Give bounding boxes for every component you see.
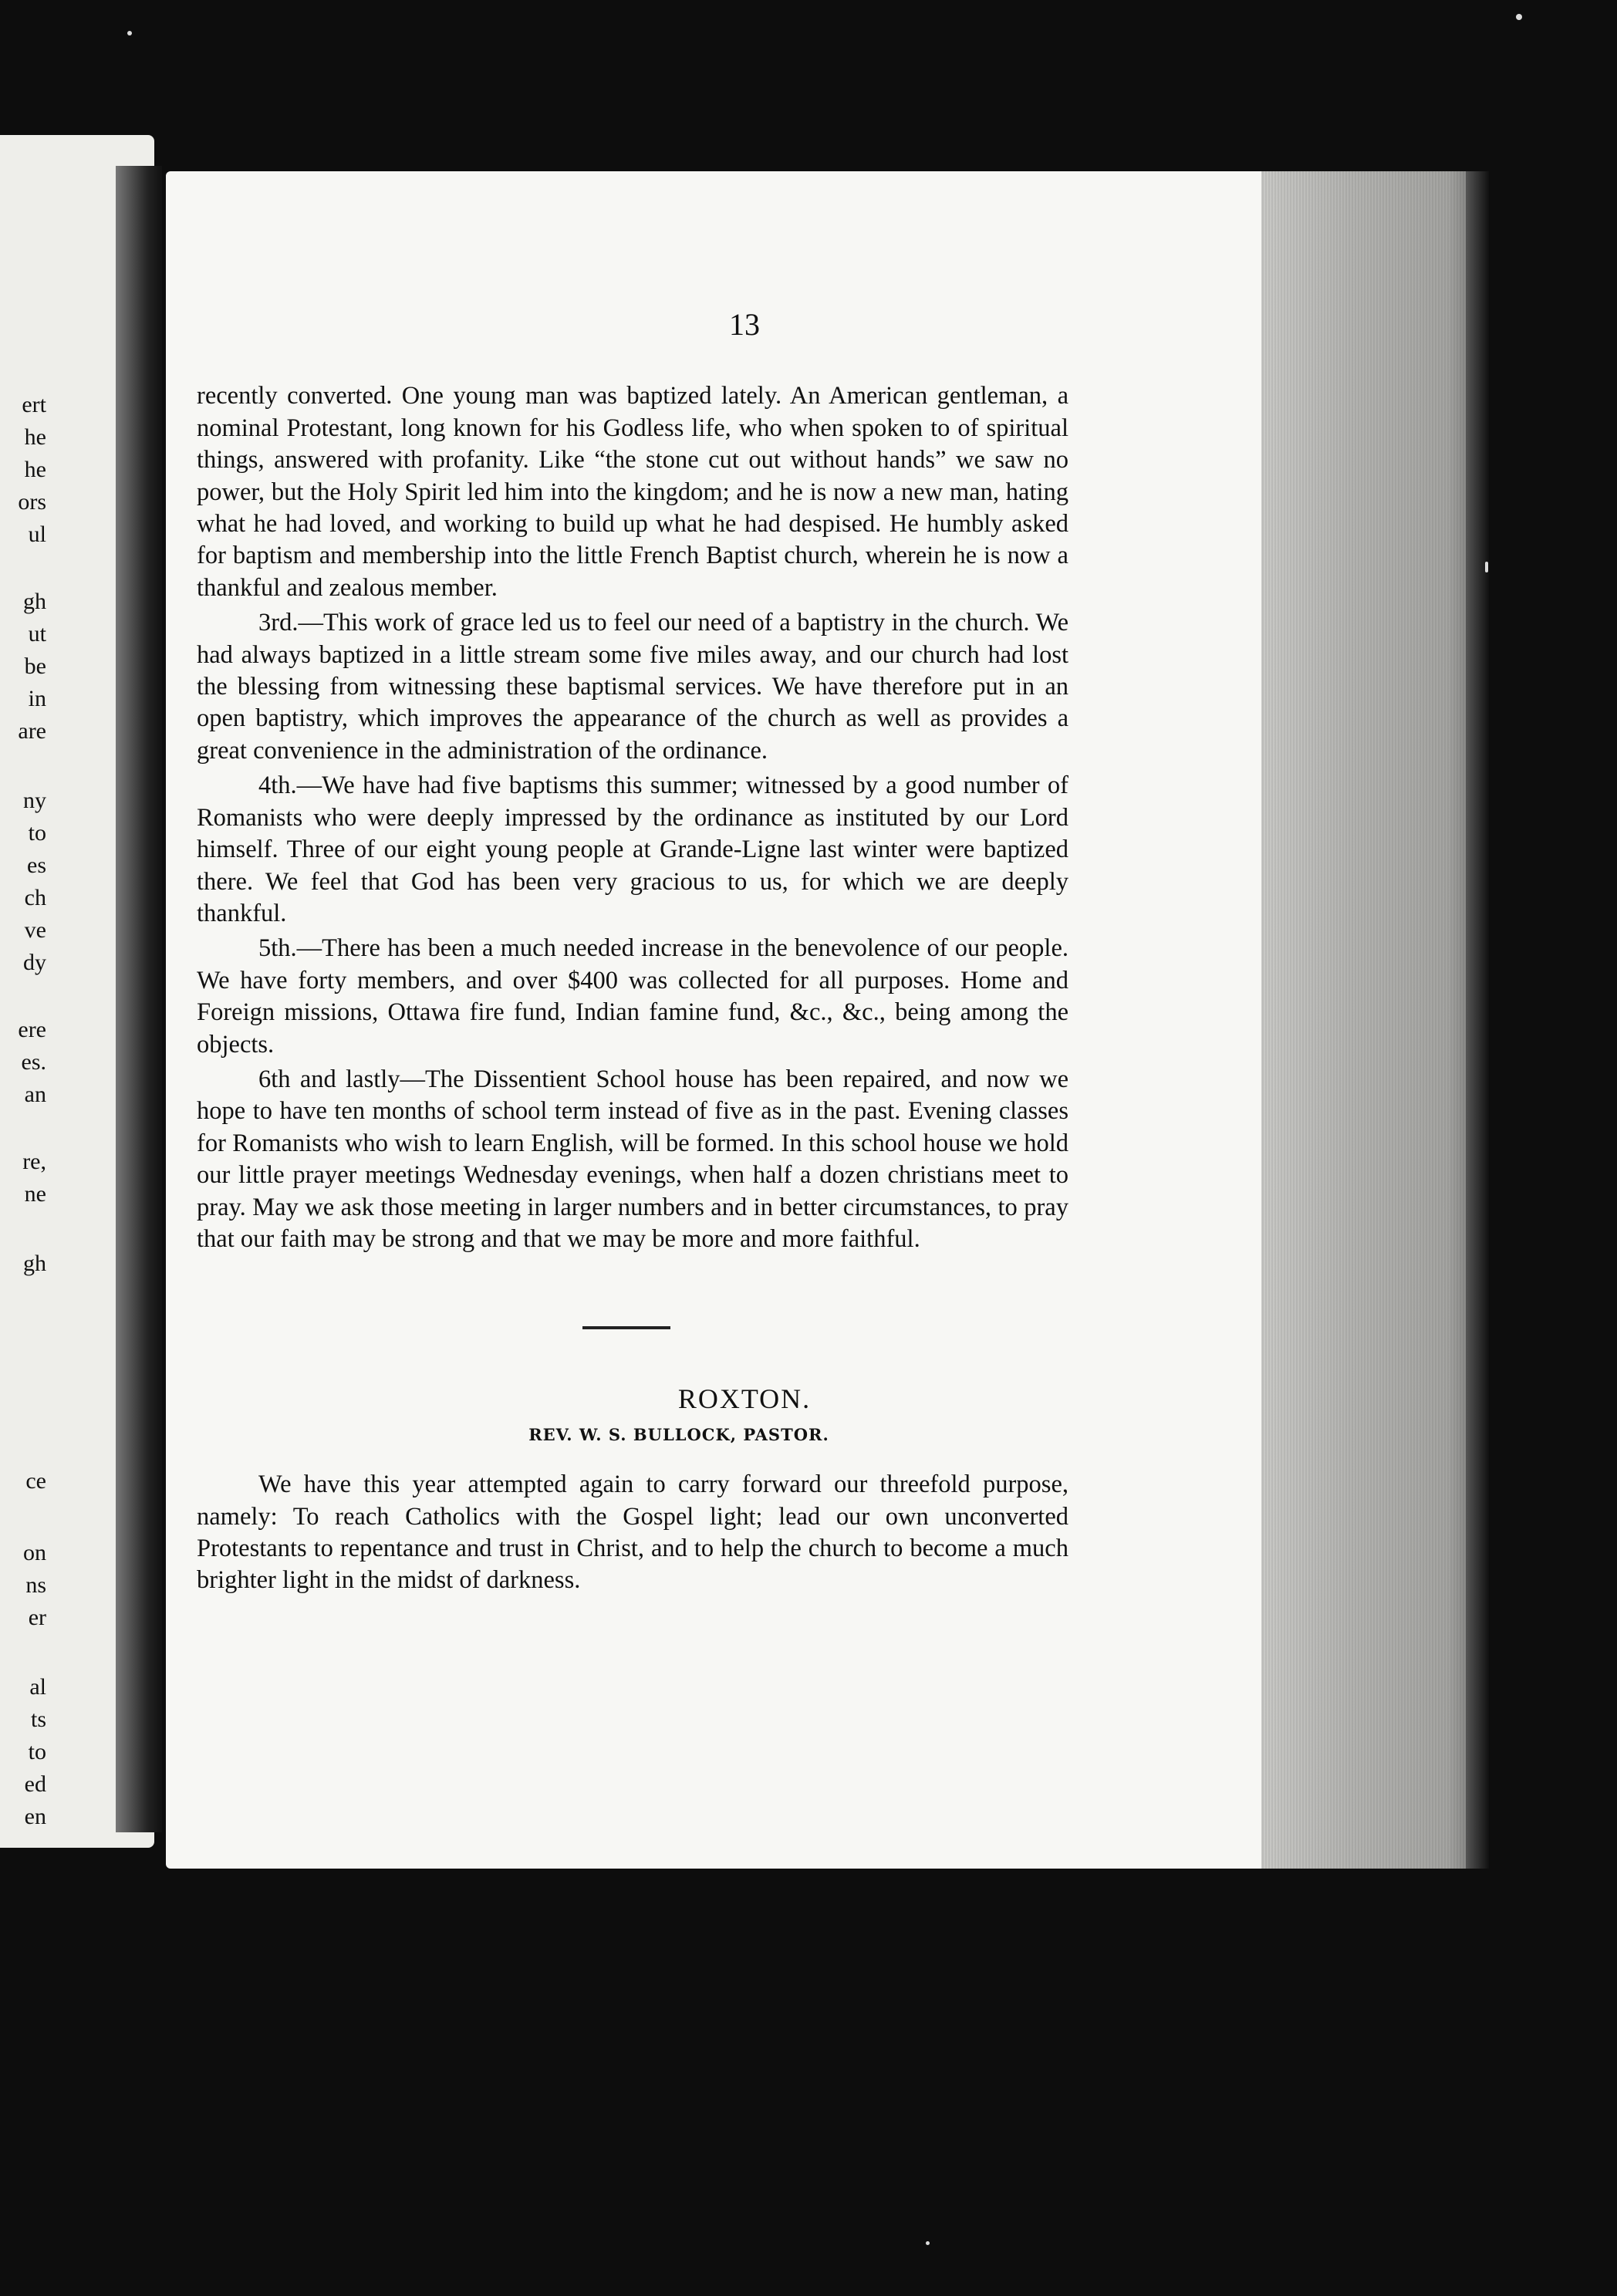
book-gutter <box>116 166 162 1832</box>
page-number: 13 <box>729 307 760 342</box>
left-page-fragment: an <box>24 1082 46 1107</box>
left-page-fragment: ve <box>24 917 46 943</box>
left-page-fragment: in <box>28 686 46 711</box>
left-page-fragment: en <box>24 1804 46 1829</box>
section-title: ROXTON. <box>677 1383 812 1415</box>
left-page-fragment: gh <box>23 589 46 614</box>
left-page-fragment: ny <box>23 788 46 813</box>
left-page-fragment: he <box>24 424 46 450</box>
left-page-fragment: ce <box>25 1468 46 1494</box>
left-page-fragment: er <box>28 1605 46 1630</box>
left-page-fragment: re, <box>22 1149 46 1174</box>
page-content <box>197 309 1068 1597</box>
section-divider <box>582 1326 670 1329</box>
dust-speck <box>1485 562 1488 572</box>
left-page-fragment: ere <box>18 1017 46 1042</box>
left-page-fragment: are <box>18 718 46 744</box>
left-page-fragment: ch <box>24 885 46 910</box>
left-page-fragment: ert <box>22 392 46 417</box>
dust-speck <box>926 2241 930 2245</box>
dust-speck <box>127 31 132 35</box>
dust-speck <box>1516 14 1522 20</box>
left-page-fragment: be <box>24 653 46 679</box>
section-paragraph: We have this year attempted again to carry forward our threefold purpose, namely: To reach Catholics with the Gospel light; lead our own unconverted Protestants to repentance and trust in Christ, and to help the church to become a much brighter light in the midst of darkness. <box>197 1470 1068 1595</box>
left-page-fragment: ut <box>28 621 46 647</box>
left-page-fragment: ors <box>18 489 46 515</box>
left-page-fragment: ed <box>24 1771 46 1797</box>
left-page-fragment: he <box>24 457 46 482</box>
left-page-fragment: on <box>23 1540 46 1565</box>
left-page-fragment: ne <box>24 1181 46 1207</box>
left-page-fragment: es. <box>21 1049 46 1075</box>
paragraph: recently converted. One young man was baptized lately. An American gentleman, a nominal Protestant, long known for his Godless life, who when spoken to of spiritual things, answered with profanity. Like “the stone cut out without hands” we saw no power, but the Holy Spirit led him into the kingdom; and he is now a new man, hating what he had loved, and working to build up what he had despised. He humbly asked for baptism and membership into the little French Baptist church, wherein he is now a thankful and zealous member. <box>197 382 1068 602</box>
left-page-fragment: al <box>29 1674 46 1700</box>
left-page-fragment: ts <box>30 1707 46 1732</box>
page-edges <box>1261 171 1481 1869</box>
left-page-fragment: gh <box>23 1251 46 1276</box>
section-subtitle: REV. W. S. BULLOCK, PASTOR. <box>528 1424 829 1444</box>
left-page-fragment: ns <box>25 1572 46 1598</box>
left-page-fragment: ul <box>28 522 46 547</box>
left-page-fragment: to <box>28 1739 46 1764</box>
left-page-fragment: to <box>28 820 46 846</box>
body-text <box>197 380 1068 1255</box>
paragraph: 3rd.—This work of grace led us to feel our need of a baptistry in the church. We had always baptized in a little stream some five miles away, and our church had lost the blessing from witnessing these baptismal services. We have therefore put in an open baptistry, which improves the appearance of the church as well as provides a great convenience in the administration of the ordinance. <box>197 609 1068 765</box>
left-page-fragment: dy <box>23 950 46 975</box>
paragraph: 5th.—There has been a much needed increase in the benevolence of our people. We have forty members, and over $400 was collected for all purposes. Home and Foreign missions, Ottawa fire fund, Indian famine fund, &c., &c., being among the objects. <box>197 934 1068 1059</box>
left-page-fragment: es <box>27 853 46 878</box>
paragraph: 4th.—We have had five baptisms this summer; witnessed by a good number of Romanists who were deeply impressed by the ordinance as instituted by our Lord himself. Three of our eight young people at Grande-Ligne last winter were baptized there. We feel that God has been very gracious to us, for which we are deeply thankful. <box>197 772 1068 927</box>
paragraph: 6th and lastly—The Dissentient School house has been repaired, and now we hope to have ten months of school term instead of five as in the past. Evening classes for Romanists who wish to learn English, will be formed. In this school house we hold our little prayer meetings Wednesday evenings, when half a dozen christians meet to pray. May we ask those meeting in larger numbers and in better circumstances, to pray that our faith may be strong and that we may be more and more faithful. <box>197 1065 1068 1253</box>
